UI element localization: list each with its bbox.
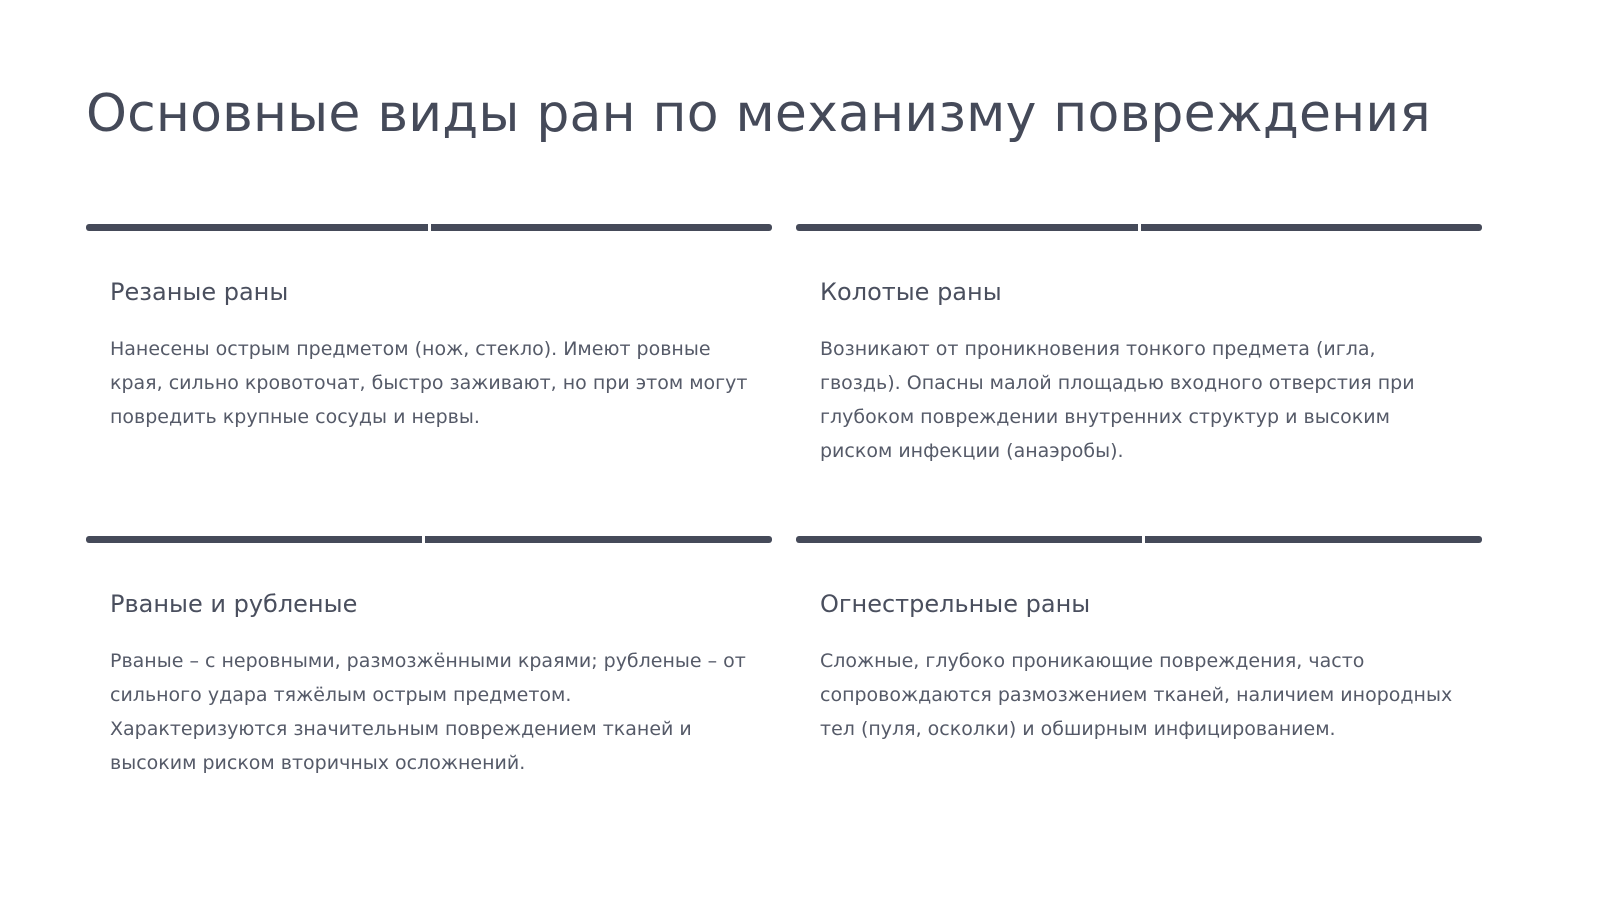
card-accent-bar <box>796 536 1482 543</box>
bar-notch <box>1142 536 1145 543</box>
card-text: Рваные – с неровными, размозжёнными краями; рубленые – от сильного удара тяжёлым острым предметом. Характеризуются значительным повреждением тканей и высоким риском вторичных осложнений. <box>110 650 746 774</box>
page-title: Основные виды ран по механизму повреждения <box>86 84 1431 144</box>
bar-notch <box>428 224 431 231</box>
card-accent-bar <box>86 536 772 543</box>
card-accent-bar <box>86 224 772 231</box>
card-text: Нанесены острым предметом (нож, стекло). Имеют ровные края, сильно кровоточат, быстро заживают, но при этом могут повредить крупные сосуды и нервы. <box>110 338 748 428</box>
card-title: Колотые раны <box>820 278 1002 306</box>
bar-notch <box>1138 224 1141 231</box>
card-text: Возникают от проникновения тонкого предмета (игла, гвоздь). Опасны малой площадью входного отверстия при глубоком повреждении внутренних структур и высоким риском инфекции (анаэробы). <box>820 338 1415 462</box>
card-title: Резаные раны <box>110 278 289 306</box>
card-accent-bar <box>796 224 1482 231</box>
card-text: Сложные, глубоко проникающие повреждения, часто сопровождаются размозжением тканей, наличием инородных тел (пуля, осколки) и обширным инфицированием. <box>820 650 1453 740</box>
card-title: Огнестрельные раны <box>820 590 1091 618</box>
card-title: Рваные и рубленые <box>110 590 358 618</box>
bar-notch <box>422 536 425 543</box>
